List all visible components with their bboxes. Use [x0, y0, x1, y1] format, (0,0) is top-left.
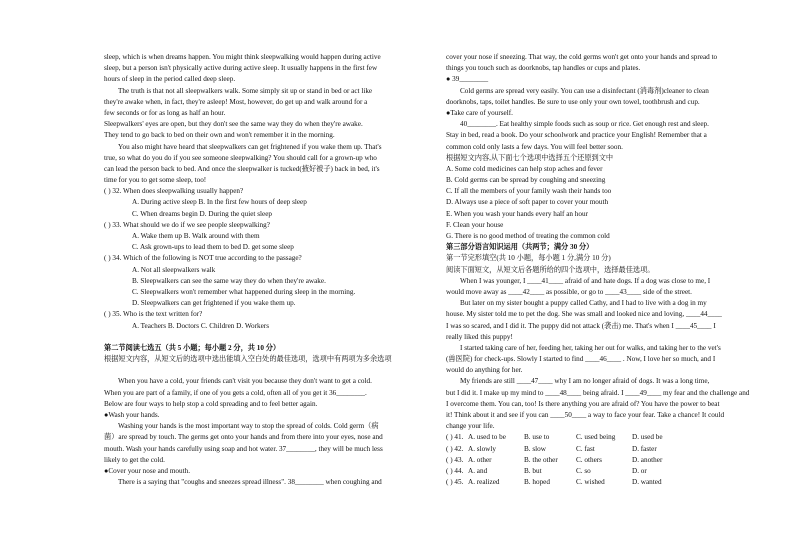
text-line: The truth is that not all sleepwalkers walk. Some simply sit up or stand in bed or act like	[118, 86, 373, 95]
question-number: ( ) 41.	[446, 433, 464, 442]
text-line: C. Sleepwalkers won't remember what happened during sleep in the morning.	[132, 287, 356, 296]
text-line: 菌）are spread by touch. The germs get onto your hands and from there into your eyes, nose and	[104, 433, 383, 442]
right-column-text	[446, 52, 768, 432]
text-line: but I did it. I make up my mind to ____48____ being afraid. I ____49____ my fear and the challenge and	[446, 388, 750, 397]
text-line: I was so scared, and I did it. The puppy did not attack (袭击) me. That's when I ____45____ I	[446, 321, 716, 330]
option-row	[446, 466, 768, 477]
text-line: 第一节完形填空(共 10 小题，每小题 1 分,满分 10 分)	[446, 254, 611, 263]
option-choice: A. realized	[468, 478, 500, 487]
text-line: A. Teachers B. Doctors C. Children D. Workers	[132, 321, 269, 330]
text-line: change your life.	[446, 422, 495, 431]
text-line: Sleepwalkers' eyes are open, but they don't see the same way they do when they're awake.	[104, 120, 363, 129]
option-row	[446, 444, 768, 455]
text-line: would move away as ____42____ as possible, or go to ____43____ side of the street.	[446, 287, 692, 296]
text-line: A. Wake them up B. Walk around with them	[132, 232, 260, 240]
text-line: 第二节阅读七选五（共 5 小题；每小题 2 分，共 10 分）	[104, 343, 281, 352]
text-line: C. Ask grown-ups to lead them to bed D. get some sleep	[132, 243, 294, 252]
text-line: When you are part of a family, if one of you gets a cold, often all of you get it 36________.	[104, 388, 367, 397]
text-line: ( ) 34. Which of the following is NOT true according to the passage?	[104, 254, 302, 263]
text-line: B. Sleepwalkers can see the same way they do when they're awake.	[132, 276, 326, 285]
text-line: D. Always use a piece of soft paper to cover your mouth	[446, 198, 609, 207]
text-line: things you touch such as doorknobs, tap handles or cups and plates.	[446, 64, 641, 73]
text-line: When you have a cold, your friends can't visit you because they don't want to get a cold.	[118, 377, 372, 386]
text-line: Below are four ways to help stop a cold spreading and to feel better again.	[104, 399, 318, 408]
text-line: Washing your hands is the most important way to stop the spread of colds. Cold germ（病	[118, 422, 379, 431]
text-line: E. When you wash your hands every half an hour	[446, 209, 588, 218]
text-line: My friends are still ____47____ why I am no longer afraid of dogs. It was a long time,	[460, 377, 710, 386]
left-column	[104, 52, 424, 488]
question-number: ( ) 42.	[446, 444, 464, 453]
text-line: mouth. Wash your hands carefully using soap and hot water. 37________, they will be much less	[104, 444, 383, 453]
text-line	[104, 332, 424, 343]
option-row	[446, 455, 768, 466]
right-column	[446, 52, 768, 488]
text-line: When I was younger, I ____41____ afraid of and hate dogs. If a dog was close to me, I	[460, 276, 711, 285]
text-line: ● 39________	[446, 75, 489, 84]
text-line: They tend to go back to bed on their own and won't remember it in the morning.	[104, 131, 335, 140]
text-line: 根据短文内容，从短文后的选项中选出能填入空白处的最佳选项，选项中有两项为多余选项	[104, 355, 392, 364]
text-line: But later on my sister bought a puppy called Cathy, and I had to live with a dog in my	[460, 299, 707, 308]
text-line: ●Wash your hands.	[104, 411, 160, 419]
option-choice: B. use to	[524, 433, 550, 442]
text-line: time for you to get some sleep, too!	[104, 176, 207, 185]
text-line: likely to get the cold.	[104, 455, 165, 464]
option-choice: A. used to be	[468, 433, 506, 442]
option-choice: B. slow	[524, 444, 546, 453]
text-line: doorknobs, taps, toilet handles. Be sure to use only your own towel, toothbrush and cup.	[446, 97, 700, 106]
text-line: cover your nose if sneezing. That way, the cold germs won't get onto your hands and spread to	[446, 53, 718, 61]
option-choice: B. the other	[524, 455, 558, 464]
text-line	[104, 365, 424, 376]
text-line: A. During active sleep B. In the first few hours of deep sleep	[132, 198, 307, 207]
option-choice: C. others	[576, 455, 602, 464]
text-line: they're awake when, in fact, they're asleep! Most, however, do get up and walk around for a	[104, 97, 368, 106]
text-line: (兽医院) for check-ups. Slowly I started to find ____46____ . Now, I love her so much, and I	[446, 355, 716, 364]
question-number: ( ) 44.	[446, 466, 464, 475]
text-line: There is a saying that "coughs and sneezes spread illness". 38________ when coughing and	[118, 478, 382, 487]
text-line: ●Take care of yourself.	[446, 108, 513, 117]
text-line: You also might have heard that sleepwalkers can get frightened if you wake them up. That's	[118, 142, 382, 151]
text-line: F. Clean your house	[446, 220, 504, 229]
option-choice: D. used be	[632, 433, 663, 442]
text-line: ( ) 32. When does sleepwalking usually happen?	[104, 187, 244, 196]
text-line: sleep, which is when dreams happen. You might think sleepwalking would happen during active	[104, 53, 381, 61]
text-line: A. Not all sleepwalkers walk	[132, 265, 216, 274]
text-line: house. My sister told me to pet the dog. She was small and looked nice and loving, ____44____	[446, 310, 722, 319]
option-choice: D. wanted	[632, 478, 662, 487]
option-choice: C. used being	[576, 433, 616, 442]
option-choice: A. other	[468, 455, 492, 464]
text-line: common cold only lasts a few days. You will feel better soon.	[446, 142, 623, 151]
text-line: A. Some cold medicines can help stop aches and fever	[446, 164, 603, 173]
text-line: it! Think about it and see if you can ____50____ a way to face your fear. Take a chance! It could	[446, 411, 725, 419]
option-choice: A. and	[468, 466, 488, 475]
option-choice: C. wished	[576, 478, 605, 487]
option-row	[446, 477, 768, 488]
text-line: I overcome them. You can, too! Is there anything you are afraid of? You have the power to beat	[446, 399, 720, 408]
text-line: can lead the person back to bed. And once the sleepwalker is tucked(掖好被子) back in bed, it's	[104, 164, 380, 173]
text-line: true, so what do you do if you see someone sleepwalking? You should call for a grown-up who	[104, 153, 377, 162]
text-line: 阅读下面短文，从短文后各题所给的四个选项中，选择最佳选项。	[446, 265, 655, 274]
text-line: D. Sleepwalkers can get frightened if you wake them up.	[132, 299, 296, 308]
option-choice: A. slowly	[468, 444, 496, 453]
text-line: C. When dreams begin D. During the quiet sleep	[132, 209, 272, 218]
question-number: ( ) 43.	[446, 455, 464, 464]
text-line: would do anything for her.	[446, 366, 523, 375]
option-choice: B. but	[524, 466, 542, 475]
cloze-options	[446, 432, 768, 488]
text-line: G. There is no good method of treating the common cold	[446, 232, 610, 240]
option-choice: C. fast	[576, 444, 595, 453]
option-choice: D. another	[632, 455, 663, 464]
text-line: Stay in bed, read a book. Do your schoolwork and practice your English! Remember that a	[446, 131, 707, 140]
option-choice: C. so	[576, 466, 591, 475]
question-number: ( ) 45.	[446, 478, 464, 487]
option-row	[446, 432, 768, 443]
text-line: I started taking care of her, feeding her, taking her out for walks, and taking her to the vet's	[460, 343, 721, 352]
text-line: B. Cold germs can be spread by coughing and sneezing	[446, 176, 606, 185]
text-line: few seconds or for as long as half an hour.	[104, 108, 226, 117]
text-line: Cold germs are spread very easily. You can use a disinfectant (消毒剂)cleaner to clean	[460, 86, 709, 95]
text-line: ( ) 35. Who is the text written for?	[104, 310, 203, 319]
text-line: 根据短文内容,从下面七个选项中选择五个还原到文中	[446, 153, 614, 162]
text-line: 40________. Eat healthy simple foods such as soup or rice. Get enough rest and sleep.	[460, 120, 709, 129]
text-line: hours of sleep in the period called deep sleep.	[104, 75, 236, 84]
text-line: 第三部分语言知识运用（共两节；满分 30 分）	[446, 243, 594, 252]
option-choice: D. faster	[632, 444, 657, 453]
text-line: ●Cover your nose and mouth.	[104, 466, 190, 475]
text-line: sleep, but a person isn't physically active during active sleep. It usually happens in the first few	[104, 64, 378, 73]
option-choice: B. hoped	[524, 478, 550, 487]
text-line: ( ) 33. What should we do if we see people sleepwalking?	[104, 220, 270, 229]
text-line: really liked this puppy!	[446, 332, 513, 341]
option-choice: D. or	[632, 466, 647, 475]
text-line: C. If all the members of your family wash their hands too	[446, 187, 612, 196]
